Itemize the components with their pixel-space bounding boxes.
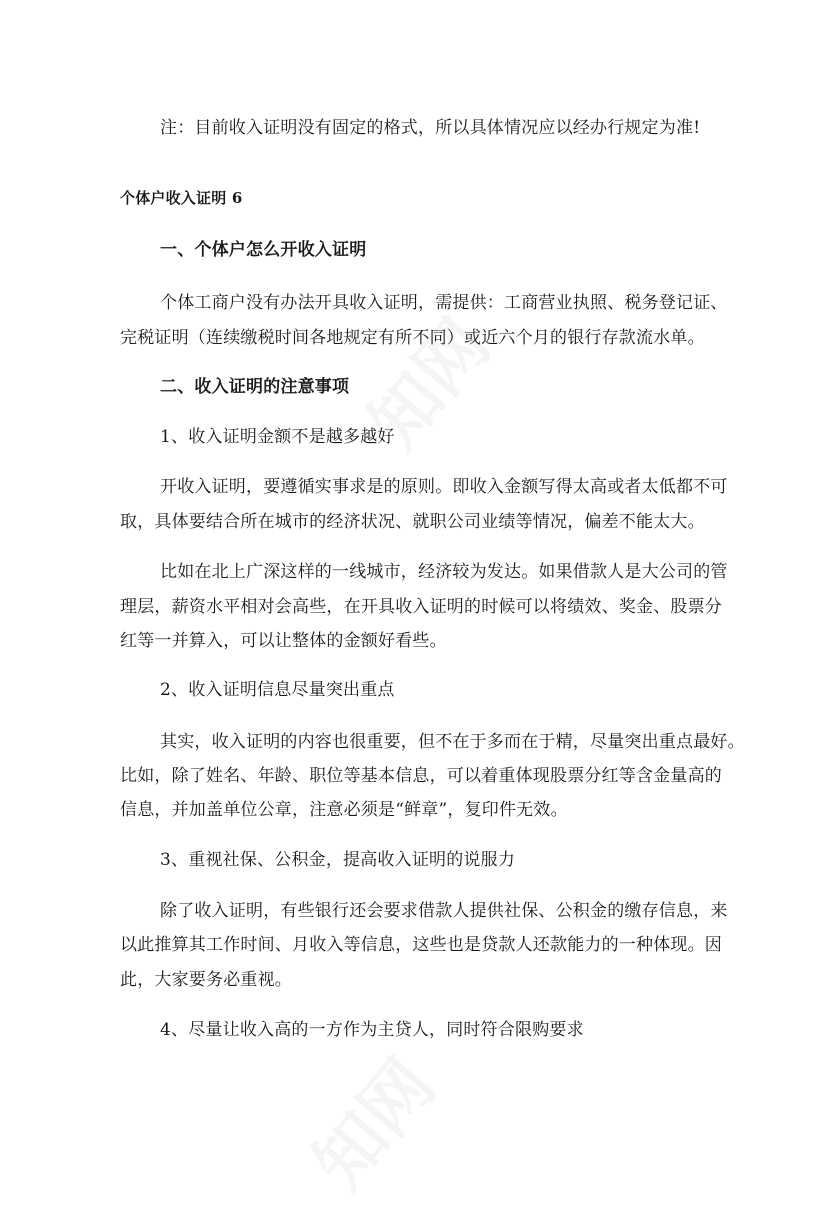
paragraph-line: 理层，薪资水平相对会高些，在开具收入证明的时候可以将绩效、奖金、股票分: [120, 597, 722, 617]
paragraph-line: 信息，并加盖单位公章，注意必须是“鲜章”，复印件无效。: [120, 800, 568, 820]
item-title-2: 2、收入证明信息尽量突出重点: [160, 680, 395, 700]
section-title: 个体户收入证明 6: [120, 189, 243, 207]
paragraph-line: 比如在北上广深这样的一线城市，经济较为发达。如果借款人是大公司的管: [160, 562, 728, 582]
paragraph-line: 以此推算其工作时间、月收入等信息，这些也是贷款人还款能力的一种体现。因: [120, 935, 722, 955]
watermark: 知网: [297, 1044, 451, 1205]
paragraph-line: 取，具体要结合所在城市的经济状况、就职公司业绩等情况，偏差不能太大。: [120, 512, 705, 532]
paragraph-line: 除了收入证明，有些银行还会要求借款人提供社保、公积金的缴存信息，来: [160, 901, 728, 921]
paragraph-line: 个体工商户没有办法开具收入证明，需提供：工商营业执照、税务登记证、: [160, 293, 728, 313]
heading-notes: 二、收入证明的注意事项: [160, 377, 350, 397]
item-title-4: 4、尽量让收入高的一方作为主贷人，同时符合限购要求: [160, 1020, 584, 1040]
paragraph-line: 其实，收入证明的内容也很重要，但不在于多而在于精，尽量突出重点最好。: [160, 732, 745, 752]
paragraph-line: 完税证明（连续缴税时间各地规定有所不同）或近六个月的银行存款流水单。: [120, 328, 705, 348]
watermark: 知网: [352, 304, 506, 465]
paragraph-line: 红等一并算入，可以让整体的金额好看些。: [120, 631, 447, 651]
item-title-1: 1、收入证明金额不是越多越好: [160, 427, 395, 447]
heading-how-to-issue: 一、个体户怎么开收入证明: [160, 240, 367, 260]
item-title-3: 3、重视社保、公积金，提高收入证明的说服力: [160, 850, 516, 870]
note-text: 注：目前收入证明没有固定的格式，所以具体情况应以经办行规定为准!: [160, 118, 701, 138]
paragraph-line: 比如，除了姓名、年龄、职位等基本信息，可以着重体现股票分红等含金量高的: [120, 766, 722, 786]
paragraph-line: 此，大家要务必重视。: [120, 970, 292, 990]
paragraph-line: 开收入证明，要遵循实事求是的原则。即收入金额写得太高或者太低都不可: [160, 477, 728, 497]
